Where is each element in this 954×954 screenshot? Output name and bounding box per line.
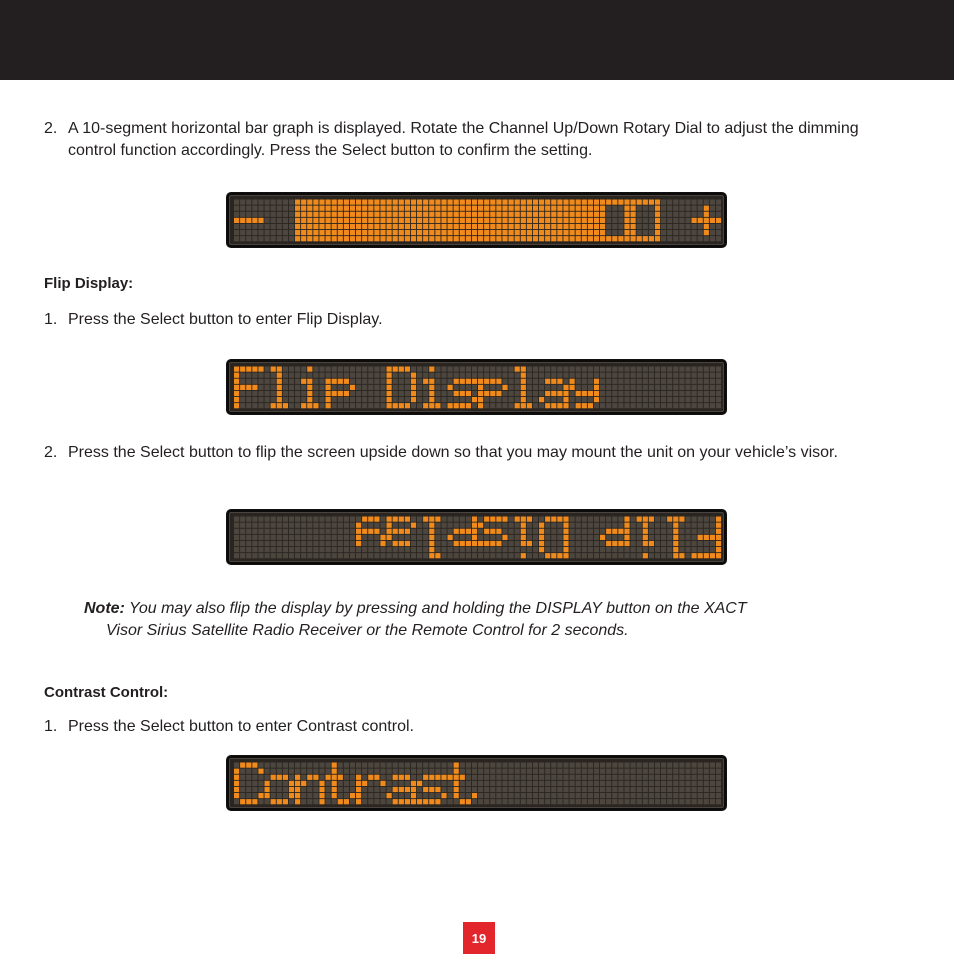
lcd-flip-cell (417, 367, 447, 409)
lcd-flipped-cell (631, 517, 661, 559)
lcd-flipped-cell (265, 517, 295, 559)
lcd-contrast-cell (417, 763, 447, 805)
lcd-flipped-cell (509, 517, 539, 559)
lcd-display-flipped (226, 509, 727, 565)
lcd-dimmer-cell (234, 200, 264, 242)
lcd-flipped-cell (661, 517, 691, 559)
lcd-contrast-cell (570, 763, 600, 805)
lcd-flip-matrix (233, 366, 722, 410)
step-text: A 10-segment horizontal bar graph is displayed. Rotate the Channel Up/Down Rotary Dial to adjust the dimming control function accordingly. Press the Select button to confirm the setting. (68, 120, 859, 159)
note-line2: Visor Sirius Satellite Radio Receiver or the Remote Control for 2 seconds. (106, 622, 629, 639)
lcd-contrast-cell (600, 763, 630, 805)
lcd-dimmer-cell (387, 200, 417, 242)
flip-display-heading: Flip Display: (44, 275, 134, 292)
step-text: Press the Select button to enter Contrast control. (68, 718, 414, 735)
lcd-contrast-cell (631, 763, 661, 805)
lcd-flip-cell (448, 367, 478, 409)
lcd-flip-cell (509, 367, 539, 409)
lcd-flipped-cell (570, 517, 600, 559)
lcd-contrast-cell (539, 763, 569, 805)
lcd-flip-cell (356, 367, 386, 409)
step-number: 2. (44, 444, 58, 461)
lcd-flip-cell (631, 367, 661, 409)
lcd-dimmer-cell (448, 200, 478, 242)
lcd-flipped-cell (539, 517, 569, 559)
lcd-flipped-matrix (233, 516, 722, 560)
lcd-contrast-matrix (233, 762, 722, 806)
lcd-contrast-cell (692, 763, 722, 805)
step-number: 1. (44, 718, 58, 735)
lcd-flipped-cell (356, 517, 386, 559)
lcd-dimmer-cell (356, 200, 386, 242)
page-number: 19 (463, 922, 495, 954)
lcd-contrast-cell (509, 763, 539, 805)
lcd-flip-cell (478, 367, 508, 409)
lcd-display-contrast (226, 755, 727, 811)
step-number: 2. (44, 120, 58, 137)
header-bar (0, 0, 954, 80)
lcd-contrast-cell (265, 763, 295, 805)
lcd-flip-cell (661, 367, 691, 409)
step-text: Press the Select button to enter Flip Display. (68, 311, 383, 328)
lcd-flipped-cell (417, 517, 447, 559)
step-text: Press the Select button to flip the screen upside down so that you may mount the unit on your vehicle’s visor. (68, 444, 838, 461)
lcd-contrast-cell (234, 763, 264, 805)
lcd-dimmer-cell (631, 200, 661, 242)
lcd-dimmer-cell (570, 200, 600, 242)
step-contrast-enter (44, 716, 894, 738)
lcd-flip-cell (692, 367, 722, 409)
lcd-flipped-cell (600, 517, 630, 559)
lcd-flip-cell (570, 367, 600, 409)
lcd-flip-cell (387, 367, 417, 409)
lcd-contrast-cell (448, 763, 478, 805)
lcd-dimmer-cell (326, 200, 356, 242)
note-line1: You may also flip the display by pressing and holding the DISPLAY button on the XACT (129, 600, 747, 617)
lcd-dimmer-cell (661, 200, 691, 242)
lcd-contrast-cell (478, 763, 508, 805)
lcd-contrast-cell (326, 763, 356, 805)
lcd-flipped-cell (478, 517, 508, 559)
lcd-flip-cell (295, 367, 325, 409)
lcd-dimmer-cell (692, 200, 722, 242)
contrast-control-heading: Contrast Control: (44, 684, 169, 701)
step-number: 1. (44, 311, 58, 328)
lcd-contrast-cell (387, 763, 417, 805)
lcd-flipped-cell (234, 517, 264, 559)
lcd-flip-cell (600, 367, 630, 409)
lcd-display-dimmer (226, 192, 727, 248)
lcd-contrast-cell (356, 763, 386, 805)
step-flip-enter (44, 309, 894, 331)
lcd-dimmer-cell (509, 200, 539, 242)
step-flip-screen (44, 442, 894, 464)
lcd-flip-cell (326, 367, 356, 409)
lcd-contrast-cell (295, 763, 325, 805)
lcd-flipped-cell (387, 517, 417, 559)
note-block (84, 598, 844, 642)
note-label: Note: (84, 600, 125, 617)
lcd-display-flip (226, 359, 727, 415)
lcd-contrast-cell (661, 763, 691, 805)
lcd-dimmer-matrix (233, 199, 722, 243)
lcd-dimmer-cell (417, 200, 447, 242)
lcd-flip-cell (539, 367, 569, 409)
lcd-dimmer-cell (600, 200, 630, 242)
lcd-dimmer-cell (539, 200, 569, 242)
note-first-line (84, 600, 747, 617)
lcd-flip-cell (234, 367, 264, 409)
lcd-flipped-cell (326, 517, 356, 559)
lcd-flipped-cell (295, 517, 325, 559)
lcd-flip-cell (265, 367, 295, 409)
lcd-dimmer-cell (295, 200, 325, 242)
lcd-flipped-cell (692, 517, 722, 559)
step-dimmer (44, 118, 894, 162)
lcd-flipped-cell (448, 517, 478, 559)
lcd-dimmer-cell (478, 200, 508, 242)
lcd-dimmer-cell (265, 200, 295, 242)
